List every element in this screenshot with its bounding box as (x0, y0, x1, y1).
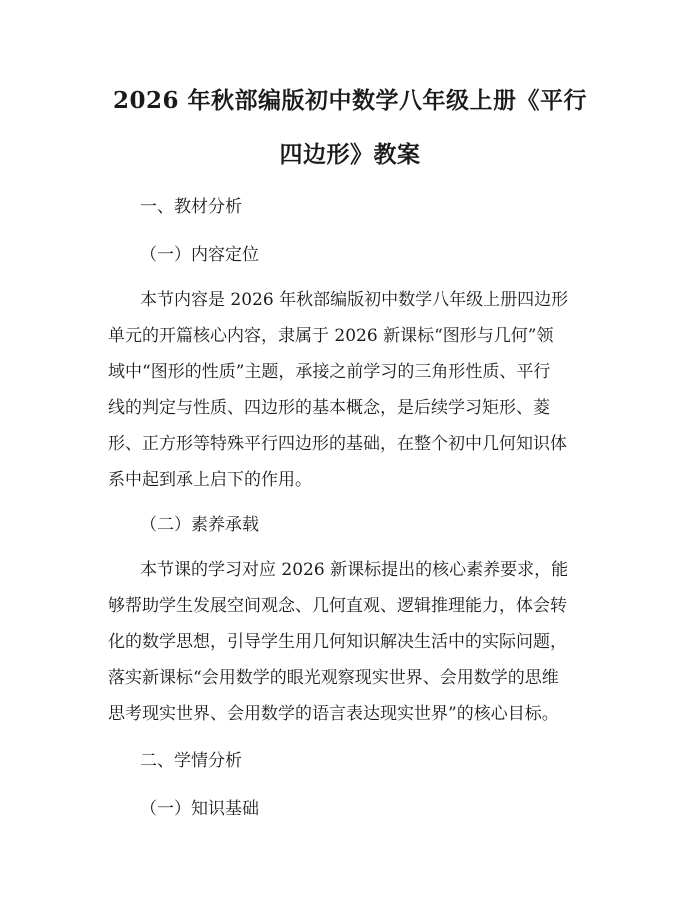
paragraph-line: 化的数学思想，引导学生用几何知识解决生活中的实际问题， (108, 632, 567, 652)
paragraph-line: 单元的开篇核心内容，隶属于 2026 新课标“图形与几何”领 (108, 326, 554, 346)
paragraph-line: 够帮助学生发展空间观念、几何直观、逻辑推理能力，体会转 (108, 596, 567, 616)
paragraph-line: 系中起到承上启下的作用。 (108, 470, 312, 490)
section-heading-textbook-analysis: 一、教材分析 (140, 197, 242, 217)
paragraph-content-position (108, 282, 594, 498)
paragraph-line: 本节内容是 2026 年秋部编版初中数学八年级上册四边形 (140, 290, 569, 310)
title-line: 2026 年秋部编版初中数学八年级上册《平行 (112, 87, 588, 114)
title-line: 四边形》教案 (279, 141, 421, 168)
paragraph-line: 域中“图形的性质”主题，承接之前学习的三角形性质、平行 (108, 362, 551, 382)
subsection-heading-knowledge-base: （一）知识基础 (140, 799, 259, 819)
paragraph-literacy (108, 552, 594, 732)
document-title (92, 74, 608, 182)
subsection-heading-literacy: （二）素养承载 (140, 515, 259, 535)
paragraph-line: 形、正方形等特殊平行四边形的基础，在整个初中几何知识体 (108, 434, 567, 454)
paragraph-line: 本节课的学习对应 2026 新课标提出的核心素养要求，能 (140, 560, 569, 580)
section-heading-learner-analysis: 二、学情分析 (140, 751, 242, 771)
subsection-heading-content-position: （一）内容定位 (140, 245, 259, 265)
paragraph-line: 落实新课标“会用数学的眼光观察现实世界、会用数学的思维 (108, 668, 559, 688)
paragraph-line: 思考现实世界、会用数学的语言表达现实世界”的核心目标。 (108, 704, 559, 724)
paragraph-line: 线的判定与性质、四边形的基本概念，是后续学习矩形、菱 (108, 398, 550, 418)
